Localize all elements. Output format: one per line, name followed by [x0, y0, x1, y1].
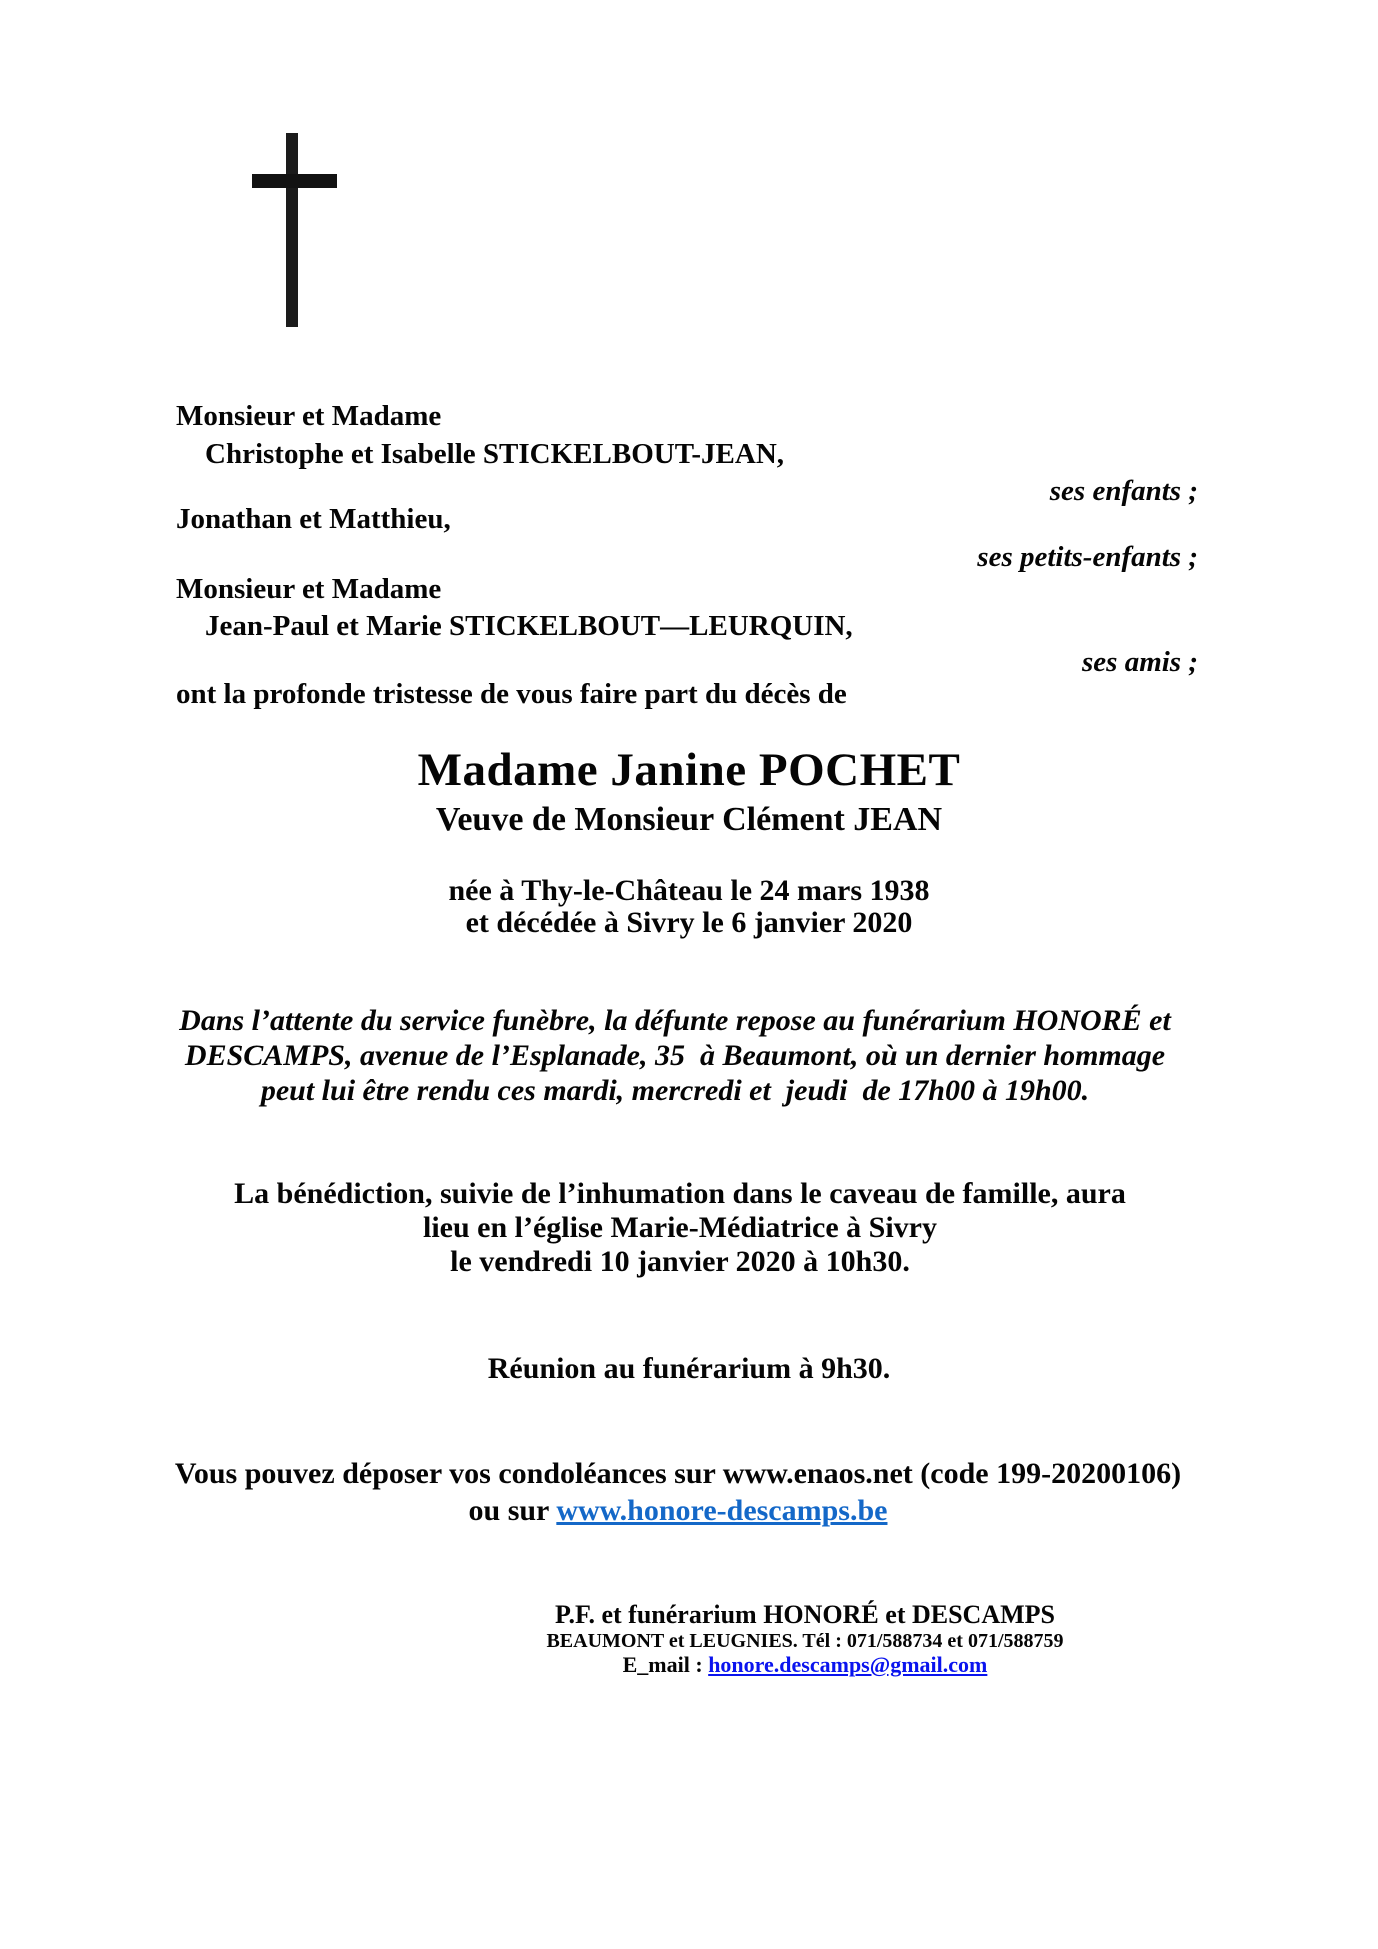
meeting-line: Réunion au funérarium à 9h30.	[487, 1352, 891, 1385]
family-group1-names: Christophe et Isabelle STICKELBOUT-JEAN,	[205, 438, 785, 470]
family-group1-title: Monsieur et Madame	[176, 400, 442, 432]
latin-cross-horizontal-bar	[252, 174, 337, 188]
funeral-home-email-label: E_mail :	[622, 1652, 709, 1677]
condolences-block	[78, 1455, 1278, 1529]
deceased-birth-line: née à Thy-le-Château le 24 mars 1938	[448, 874, 930, 907]
announcement-sentence: ont la profonde tristesse de vous faire part du décès de	[176, 678, 847, 710]
wake-line-1: Dans l’attente du service funèbre, la défunte repose au funérarium HONORÉ et	[179, 1004, 1171, 1037]
wake-line-3: peut lui être rendu ces mardi, mercredi et jeudi de 17h00 à 19h00.	[260, 1074, 1090, 1107]
ceremony-paragraph	[80, 1177, 1280, 1279]
family-group3-names: Jean-Paul et Marie STICKELBOUT—LEURQUIN,	[205, 610, 853, 642]
condolences-line-1: Vous pouvez déposer vos condoléances sur www.enaos.net (code 199-20200106)	[174, 1457, 1182, 1490]
family-group3-title: Monsieur et Madame	[176, 573, 442, 605]
condolences-line-2-prefix: ou sur	[468, 1494, 557, 1527]
deceased-widow-line: Veuve de Monsieur Clément JEAN	[435, 801, 943, 838]
relation-label-children: ses enfants ;	[1049, 475, 1198, 507]
deceased-name: Madame Janine POCHET	[417, 744, 961, 796]
wake-line-2: DESCAMPS, avenue de l’Esplanade, 35 à Beaumont, où un dernier hommage	[184, 1039, 1166, 1072]
ceremony-line-3: le vendredi 10 janvier 2020 à 10h30.	[450, 1245, 910, 1278]
funeral-home-website-link[interactable]: www.honore-descamps.be	[556, 1494, 888, 1527]
latin-cross-vertical-bar	[286, 133, 298, 327]
funeral-home-name: P.F. et funérarium HONORÉ et DESCAMPS	[554, 1600, 1055, 1629]
deceased-death-line: et décédée à Sivry le 6 janvier 2020	[465, 906, 913, 939]
funeral-home-address-phone: BEAUMONT et LEUGNIES. Tél : 071/588734 et 071/588759	[546, 1630, 1064, 1652]
funeral-home-email-link[interactable]: honore.descamps@gmail.com	[708, 1652, 988, 1677]
ceremony-line-1: La bénédiction, suivie de l’inhumation dans le caveau de famille, aura	[234, 1177, 1126, 1210]
funeral-home-email-line	[480, 1652, 1130, 1678]
wake-paragraph	[75, 1003, 1275, 1108]
relation-label-friends: ses amis ;	[1082, 646, 1198, 678]
condolences-line-2	[78, 1492, 1278, 1529]
family-group2-names: Jonathan et Matthieu,	[176, 503, 451, 535]
ceremony-line-2: lieu en l’église Marie-Médiatrice à Sivry	[423, 1211, 937, 1244]
relation-label-grandchildren: ses petits-enfants ;	[977, 541, 1198, 573]
